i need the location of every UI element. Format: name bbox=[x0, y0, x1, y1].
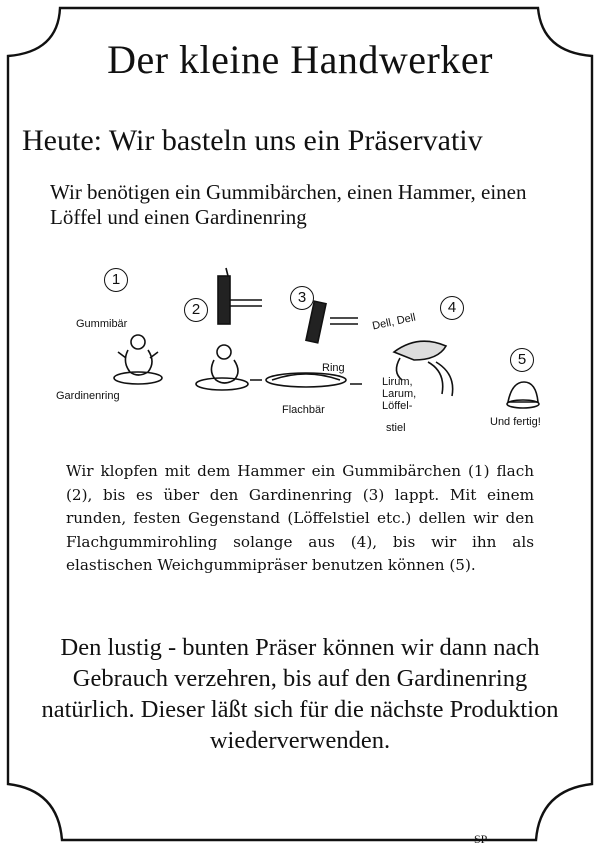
label-ring: Ring bbox=[322, 362, 345, 374]
gummy-bear-drawing-2 bbox=[196, 345, 248, 390]
label-larum: Larum, bbox=[382, 388, 417, 400]
flat-bear-drawing bbox=[250, 373, 362, 387]
signature: -SP- bbox=[470, 832, 492, 846]
page-subtitle: Heute: Wir basteln uns ein Präservativ bbox=[22, 124, 483, 157]
label-und-fertig: Und fertig! bbox=[490, 416, 541, 428]
label-loeffel: Löffel- bbox=[382, 400, 413, 412]
step-number-2: 2 bbox=[184, 298, 208, 322]
instructions-paragraph: Wir klopfen mit dem Hammer ein Gummibärchen (1) flach (2), bis es über den Gardinenring (3) lappt. Mit einem runden, festen Gegenstand (Löffelstiel etc.) dellen wir den Flachgummirohling solange aus (4), bis wir ihn als elastischen Weichgummipräser benutzen können (5). bbox=[66, 462, 534, 574]
hammer-drawing-3 bbox=[306, 301, 358, 343]
finished-product-drawing bbox=[507, 382, 539, 408]
step-number-4: 4 bbox=[440, 296, 464, 320]
page-title: Der kleine Handwerker bbox=[107, 37, 493, 82]
step-number-1: 1 bbox=[104, 268, 128, 292]
step-number-5: 5 bbox=[510, 348, 534, 372]
gummy-bear-drawing bbox=[114, 335, 162, 384]
hammer-drawing-2 bbox=[218, 268, 262, 324]
materials-text: Wir benötigen ein Gummibärchen, einen Hammer, einen Löffel und einen Gardinenring bbox=[50, 180, 527, 229]
label-gummibaer: Gummibär bbox=[76, 318, 128, 330]
closing-paragraph: Den lustig - bunten Präser können wir dann nach Gebrauch verzehren, bis auf den Gardinenring natürlich. Dieser läßt sich für die nächste Produktion wiederverwenden. bbox=[41, 634, 559, 754]
label-gardinenring: Gardinenring bbox=[56, 390, 120, 402]
label-flachbaer: Flachbär bbox=[282, 404, 325, 416]
label-dell-dell: Dell, Dell bbox=[371, 311, 417, 333]
label-lirum: Lirum, bbox=[382, 376, 413, 388]
label-stiel: stiel bbox=[386, 422, 406, 434]
step-number-3: 3 bbox=[290, 286, 314, 310]
